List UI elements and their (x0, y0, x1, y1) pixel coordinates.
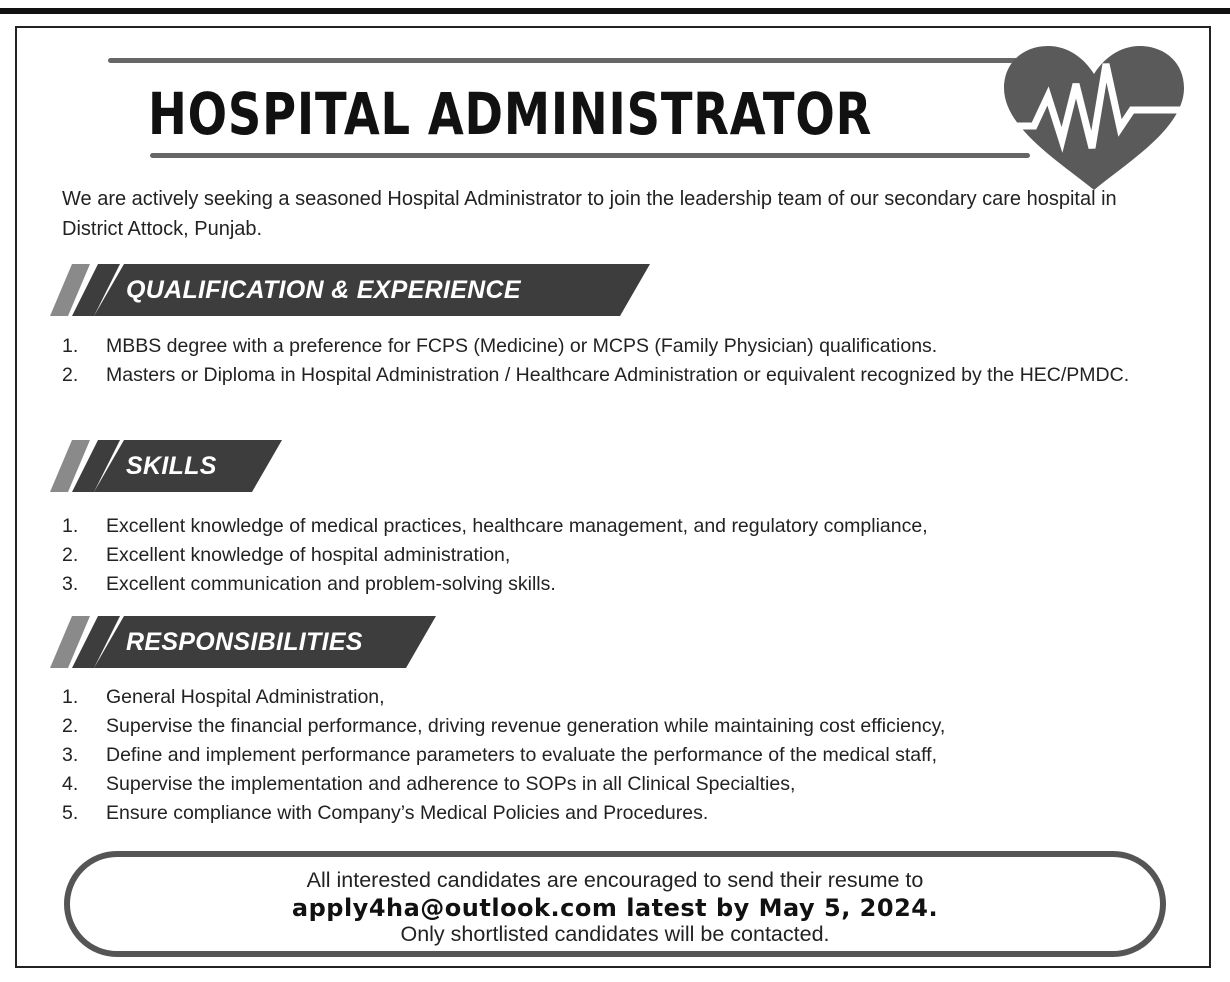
intro-text: We are actively seeking a seasoned Hospital Administrator to join the leadership team of our secondary care hospital in District Attock, Punjab. (62, 188, 1117, 240)
list-number: 3. (62, 744, 79, 766)
list-text: Define and implement performance parameters to evaluate the performance of the medical staff, (106, 744, 937, 766)
list-number: 4. (62, 773, 79, 795)
title-rule-bottom (150, 153, 1030, 158)
list-number: 1. (62, 515, 79, 537)
list-item (62, 541, 1182, 570)
list-text: Masters or Diploma in Hospital Administration / Healthcare Administration or equivalent recognized by the HEC/PMDC. (106, 364, 1130, 386)
list-number: 2. (62, 715, 79, 737)
apply-instruction: All interested candidates are encouraged to send their resume to (306, 868, 924, 892)
list-item (62, 741, 1182, 770)
list-text: Supervise the financial performance, driving revenue generation while maintaining cost efficiency, (106, 715, 946, 737)
list-item (62, 683, 1182, 712)
list-text: Excellent communication and problem-solving skills. (106, 573, 556, 595)
list-number: 2. (62, 364, 79, 386)
list-item (62, 332, 1182, 361)
apply-callout (64, 851, 1166, 957)
list-text: MBBS degree with a preference for FCPS (Medicine) or MCPS (Family Physician) qualifications. (106, 335, 938, 357)
apply-email-deadline: apply4ha@outlook.com latest by May 5, 2024. (291, 894, 939, 922)
list-text: Excellent knowledge of hospital administration, (106, 544, 511, 566)
qualification-list (62, 332, 1182, 390)
page-title: HOSPITAL ADMINISTRATOR (148, 80, 873, 148)
list-item (62, 712, 1182, 741)
list-item (62, 512, 1182, 541)
skills-list (62, 512, 1182, 599)
list-text: Ensure compliance with Company’s Medical Policies and Procedures. (106, 802, 709, 824)
list-item (62, 570, 1182, 599)
section-heading-label: SKILLS (126, 452, 217, 480)
list-item (62, 770, 1182, 799)
list-number: 1. (62, 335, 79, 357)
list-number: 3. (62, 573, 79, 595)
heart-pulse-icon (998, 44, 1190, 192)
top-rule (0, 8, 1230, 14)
section-heading-label: RESPONSIBILITIES (126, 628, 363, 656)
shortlist-note: Only shortlisted candidates will be contacted. (400, 922, 830, 946)
list-item (62, 799, 1182, 828)
list-number: 2. (62, 544, 79, 566)
section-heading-skills (50, 440, 290, 492)
responsibilities-list (62, 683, 1182, 828)
list-item (62, 361, 1182, 390)
section-heading-responsibilities (50, 616, 440, 668)
list-number: 5. (62, 802, 79, 824)
list-text: General Hospital Administration, (106, 686, 385, 708)
section-heading-label: QUALIFICATION & EXPERIENCE (126, 276, 521, 304)
section-heading-qualification (50, 264, 650, 316)
list-text: Excellent knowledge of medical practices, healthcare management, and regulatory compliance, (106, 515, 928, 537)
title-rule-top (108, 58, 1038, 63)
list-text: Supervise the implementation and adherence to SOPs in all Clinical Specialties, (106, 773, 796, 795)
list-number: 1. (62, 686, 79, 708)
